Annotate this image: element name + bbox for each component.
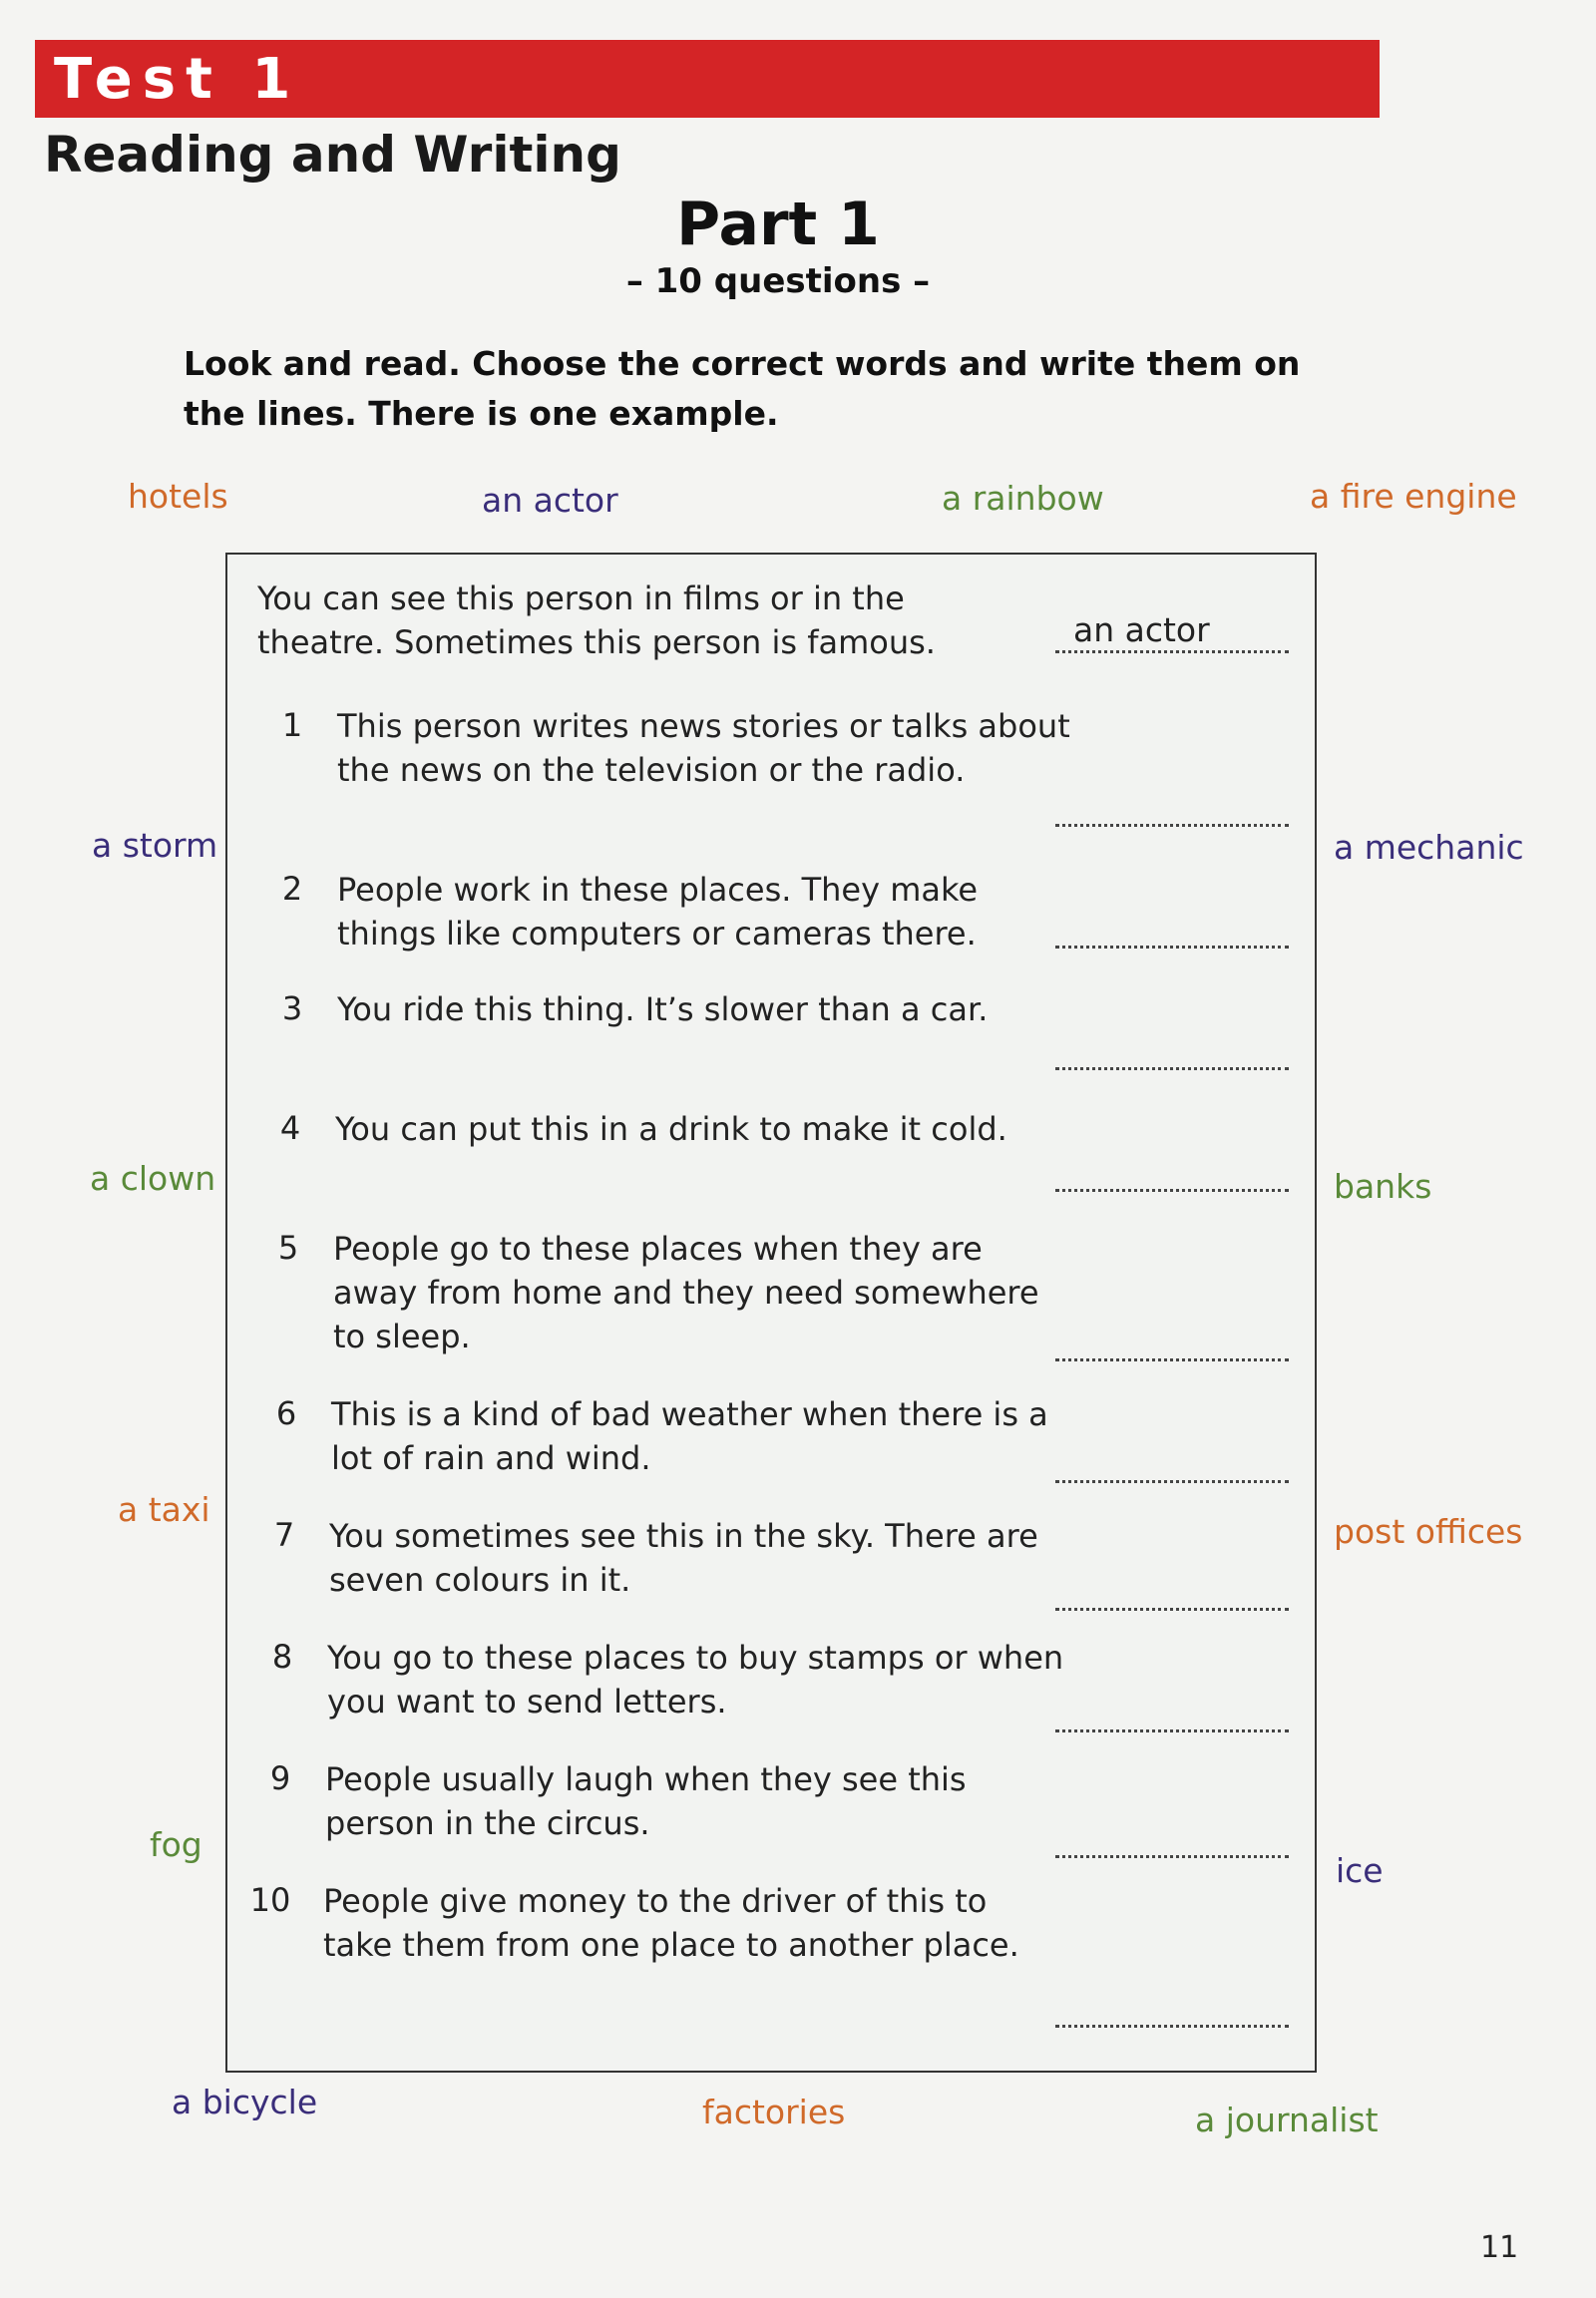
part-subtitle: – 10 questions –: [625, 261, 931, 301]
question-number: 5: [277, 1229, 299, 1267]
word-bank-item: a taxi: [118, 1490, 210, 1529]
answer-line[interactable]: [1055, 1189, 1289, 1192]
page-number: 11: [1480, 2230, 1519, 2265]
word-bank-item: banks: [1334, 1167, 1432, 1206]
word-bank-item: a journalist: [1195, 2101, 1379, 2139]
question-number: 9: [269, 1759, 291, 1797]
question-number: 1: [281, 706, 303, 744]
part-title: Part 1: [676, 190, 880, 259]
example-answer: an actor: [1073, 610, 1210, 649]
answer-line[interactable]: [1055, 1480, 1289, 1483]
word-bank-item: a bicycle: [172, 2083, 318, 2121]
question-text: You go to these places to buy stamps or when you want to send letters.: [327, 1639, 1064, 1721]
question-number: 8: [271, 1638, 293, 1676]
instructions: Look and read. Choose the correct words and write them on the lines. There is one example.: [184, 344, 1301, 433]
word-bank-item: hotels: [128, 477, 228, 516]
word-bank-item: post offices: [1334, 1512, 1523, 1551]
question-text: You ride this thing. It’s slower than a car.: [337, 990, 989, 1028]
question-text: People go to these places when they are away from home and they need somewhere to sleep.: [333, 1230, 1039, 1355]
word-bank-item: a fire engine: [1310, 477, 1517, 516]
test-label: Test 1: [54, 47, 301, 112]
word-bank-item: an actor: [482, 481, 618, 520]
word-bank-item: a clown: [90, 1159, 216, 1198]
question-text: You sometimes see this in the sky. There are seven colours in it.: [329, 1517, 1038, 1599]
word-bank-item: fog: [150, 1825, 202, 1864]
answer-line[interactable]: [1055, 1608, 1289, 1611]
word-bank-item: a mechanic: [1334, 828, 1524, 867]
word-bank-item: factories: [702, 2093, 846, 2131]
answer-line[interactable]: [1055, 1729, 1289, 1732]
question-text: People usually laugh when they see this person in the circus.: [325, 1760, 967, 1842]
example-text: You can see this person in films or in the theatre. Sometimes this person is famous.: [257, 579, 936, 661]
question-number: 7: [273, 1516, 295, 1554]
question-text: People work in these places. They make things like computers or cameras there.: [337, 871, 979, 953]
section-title: Reading and Writing: [44, 126, 621, 184]
example-answer-line: [1055, 650, 1289, 653]
question-text: This person writes news stories or talks about the news on the television or the radio.: [337, 707, 1070, 789]
answer-line[interactable]: [1055, 824, 1289, 827]
answer-line[interactable]: [1055, 2025, 1289, 2028]
answer-line[interactable]: [1055, 1855, 1289, 1858]
question-number: 4: [279, 1109, 301, 1147]
answer-line[interactable]: [1055, 1067, 1289, 1070]
word-bank-item: ice: [1336, 1851, 1384, 1890]
word-bank-item: a storm: [92, 826, 218, 865]
answer-line[interactable]: [1055, 1358, 1289, 1361]
question-number: 3: [281, 989, 303, 1027]
answer-line[interactable]: [1055, 946, 1289, 949]
question-text: You can put this in a drink to make it cold.: [335, 1110, 1007, 1148]
question-number: 2: [281, 870, 303, 908]
word-bank-item: a rainbow: [942, 479, 1104, 518]
question-number: 10: [249, 1881, 291, 1919]
question-number: 6: [275, 1394, 297, 1432]
question-text: This is a kind of bad weather when there is a lot of rain and wind.: [331, 1395, 1048, 1477]
question-text: People give money to the driver of this to take them from one place to another place.: [323, 1882, 1019, 1964]
